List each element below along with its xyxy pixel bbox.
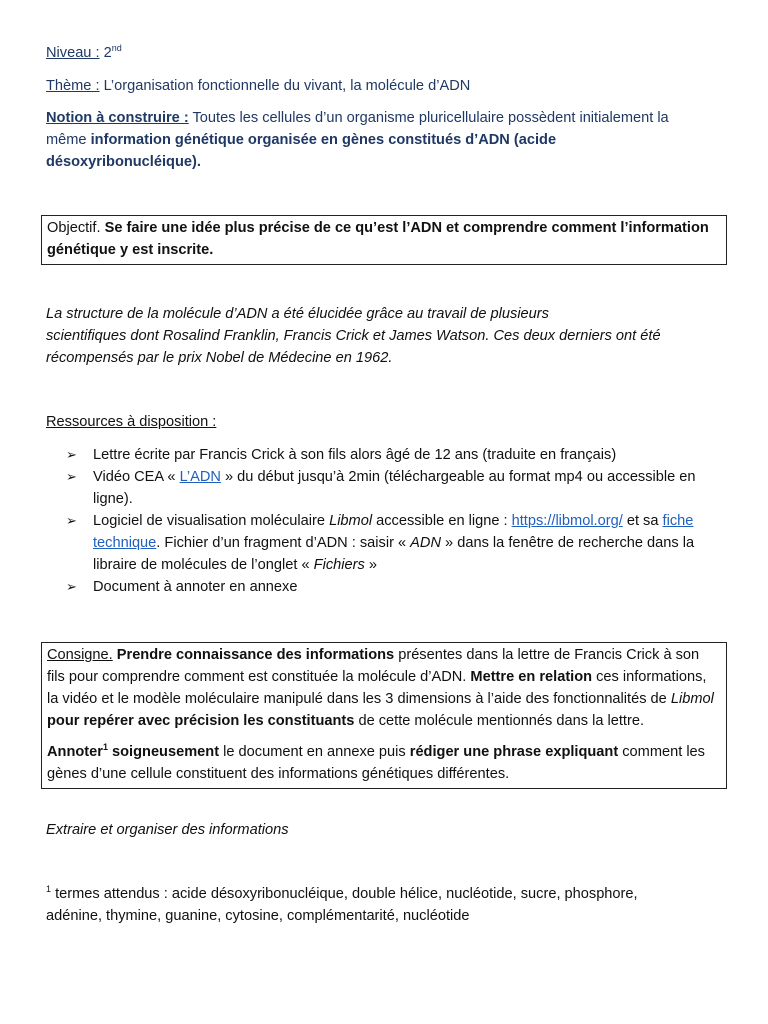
resource-logiciel-et: et sa [626,513,659,529]
theme-value: L’organisation fonctionnelle du vivant, la molécule d’ADN [103,78,471,94]
notion-label: Notion à construire : [46,110,189,126]
consigne-text-3: de cette molécule mentionnés dans la lettre. [358,713,645,729]
intro-paragraph [46,303,726,369]
niveau-value: 2 [103,45,112,61]
resources-title: Ressources à disposition : [46,414,217,430]
consigne-text-2: ces informations, la vidéo et le modèle moléculaire manipulé dans les 3 dimensions à l’aide des fonctionnalités de [47,669,707,707]
theme-label: Thème : [46,78,100,94]
consigne-bold-6: rédiger une phrase expliquant [409,744,619,760]
resource-fichier-mid: » dans la fenêtre de recherche dans la libraire de molécules de l’onglet « [93,535,695,573]
fichiers-keyword: Fichiers [313,557,365,573]
consigne-text-1: présentes dans la lettre de Francis Crick à son fils pour comprendre comment est constituée la molécule d’ADN. [47,647,700,685]
consigne-bold-2: Mettre en relation [470,669,593,685]
resources-section [46,411,726,598]
footnote-text: termes attendus : acide désoxyribonucléique, double hélice, nucléotide, sucre, phosphore, adénine, thymine, guanine, cytosine, complémentarité, nucléotide [46,886,638,924]
intro-line: La structure de la molécule d’ADN a été élucidée grâce au travail de plusieurs [46,306,549,322]
consigne-bold-4: Annoter [47,744,103,760]
resource-logiciel-pre: Logiciel de visualisation moléculaire [93,513,326,529]
arrowhead-bullet-icon: ➢ [66,447,77,462]
notion-text-bold: information génétique organisée en gènes constitués d’ADN (acide désoxyribonucléique). [46,132,557,170]
intro-line: récompensés par le prix Nobel de Médecine en 1962. [46,350,393,366]
arrowhead-bullet-icon: ➢ [66,579,77,594]
theme-line [46,75,726,97]
footnote-marker: 1 [102,742,108,753]
list-item [46,444,726,466]
video-link[interactable]: L’ADN [179,469,221,485]
list-item [46,510,726,576]
competence-line: Extraire et organiser des informations [46,822,289,838]
consigne-bold-3: pour repérer avec précision les constituants [47,713,355,729]
notion-text: Toutes les cellules d’un organisme pluricellulaire possèdent initialement la même [46,110,669,148]
resource-logiciel-mid: accessible en ligne : [376,513,508,529]
footnote [46,883,686,927]
consigne-text-4: le document en annexe puis [223,744,406,760]
libmol-url-link[interactable]: https://libmol.org/ [511,513,623,529]
consigne-box [41,642,727,789]
adn-keyword: ADN [410,535,441,551]
resource-video-pre: Vidéo CEA « [93,469,176,485]
niveau-label: Niveau : [46,45,100,61]
objectif-text: Se faire une idée plus précise de ce qu’est l’ADN et comprendre comment l’information génétique y est inscrite. [47,220,709,258]
resource-fichier-pre: . Fichier d’un fragment d’ADN : saisir « [156,535,407,551]
objectif-box [41,215,727,265]
footnote-sup: 1 [46,884,52,895]
consigne-text-5: comment les gènes d’une cellule constituent des informations génétiques différentes. [47,744,705,782]
consigne-bold-5: soigneusement [112,744,220,760]
consigne-bold-1: Prendre connaissance des informations [116,647,395,663]
consigne-paragraph [47,644,720,732]
header-section [46,42,726,173]
libmol-name: Libmol [329,513,373,529]
resource-video-post: » du début jusqu’à 2min (téléchargeable au format mp4 ou accessible en ligne). [93,469,696,507]
niveau-line [46,42,726,64]
consigne-paragraph-2 [47,741,720,785]
resource-lettre: Lettre écrite par Francis Crick à son fils alors âgé de 12 ans (traduite en français) [93,447,617,463]
list-item [46,466,726,510]
objectif-label: Objectif. [47,220,101,236]
list-item [46,576,726,598]
intro-line: scientifiques dont Rosalind Franklin, Francis Crick et James Watson. Ces deux derniers ont été [46,328,661,344]
resource-document: Document à annoter en annexe [93,579,298,595]
niveau-sup: nd [111,43,122,54]
arrowhead-bullet-icon: ➢ [66,513,77,528]
resources-list [46,444,726,598]
notion-paragraph [46,107,696,173]
consigne-label: Consigne. [47,647,113,663]
fiche-technique-link[interactable]: fiche technique [93,513,694,551]
consigne-libmol: Libmol [670,691,714,707]
resource-fichier-end: » [368,557,377,573]
arrowhead-bullet-icon: ➢ [66,469,77,484]
